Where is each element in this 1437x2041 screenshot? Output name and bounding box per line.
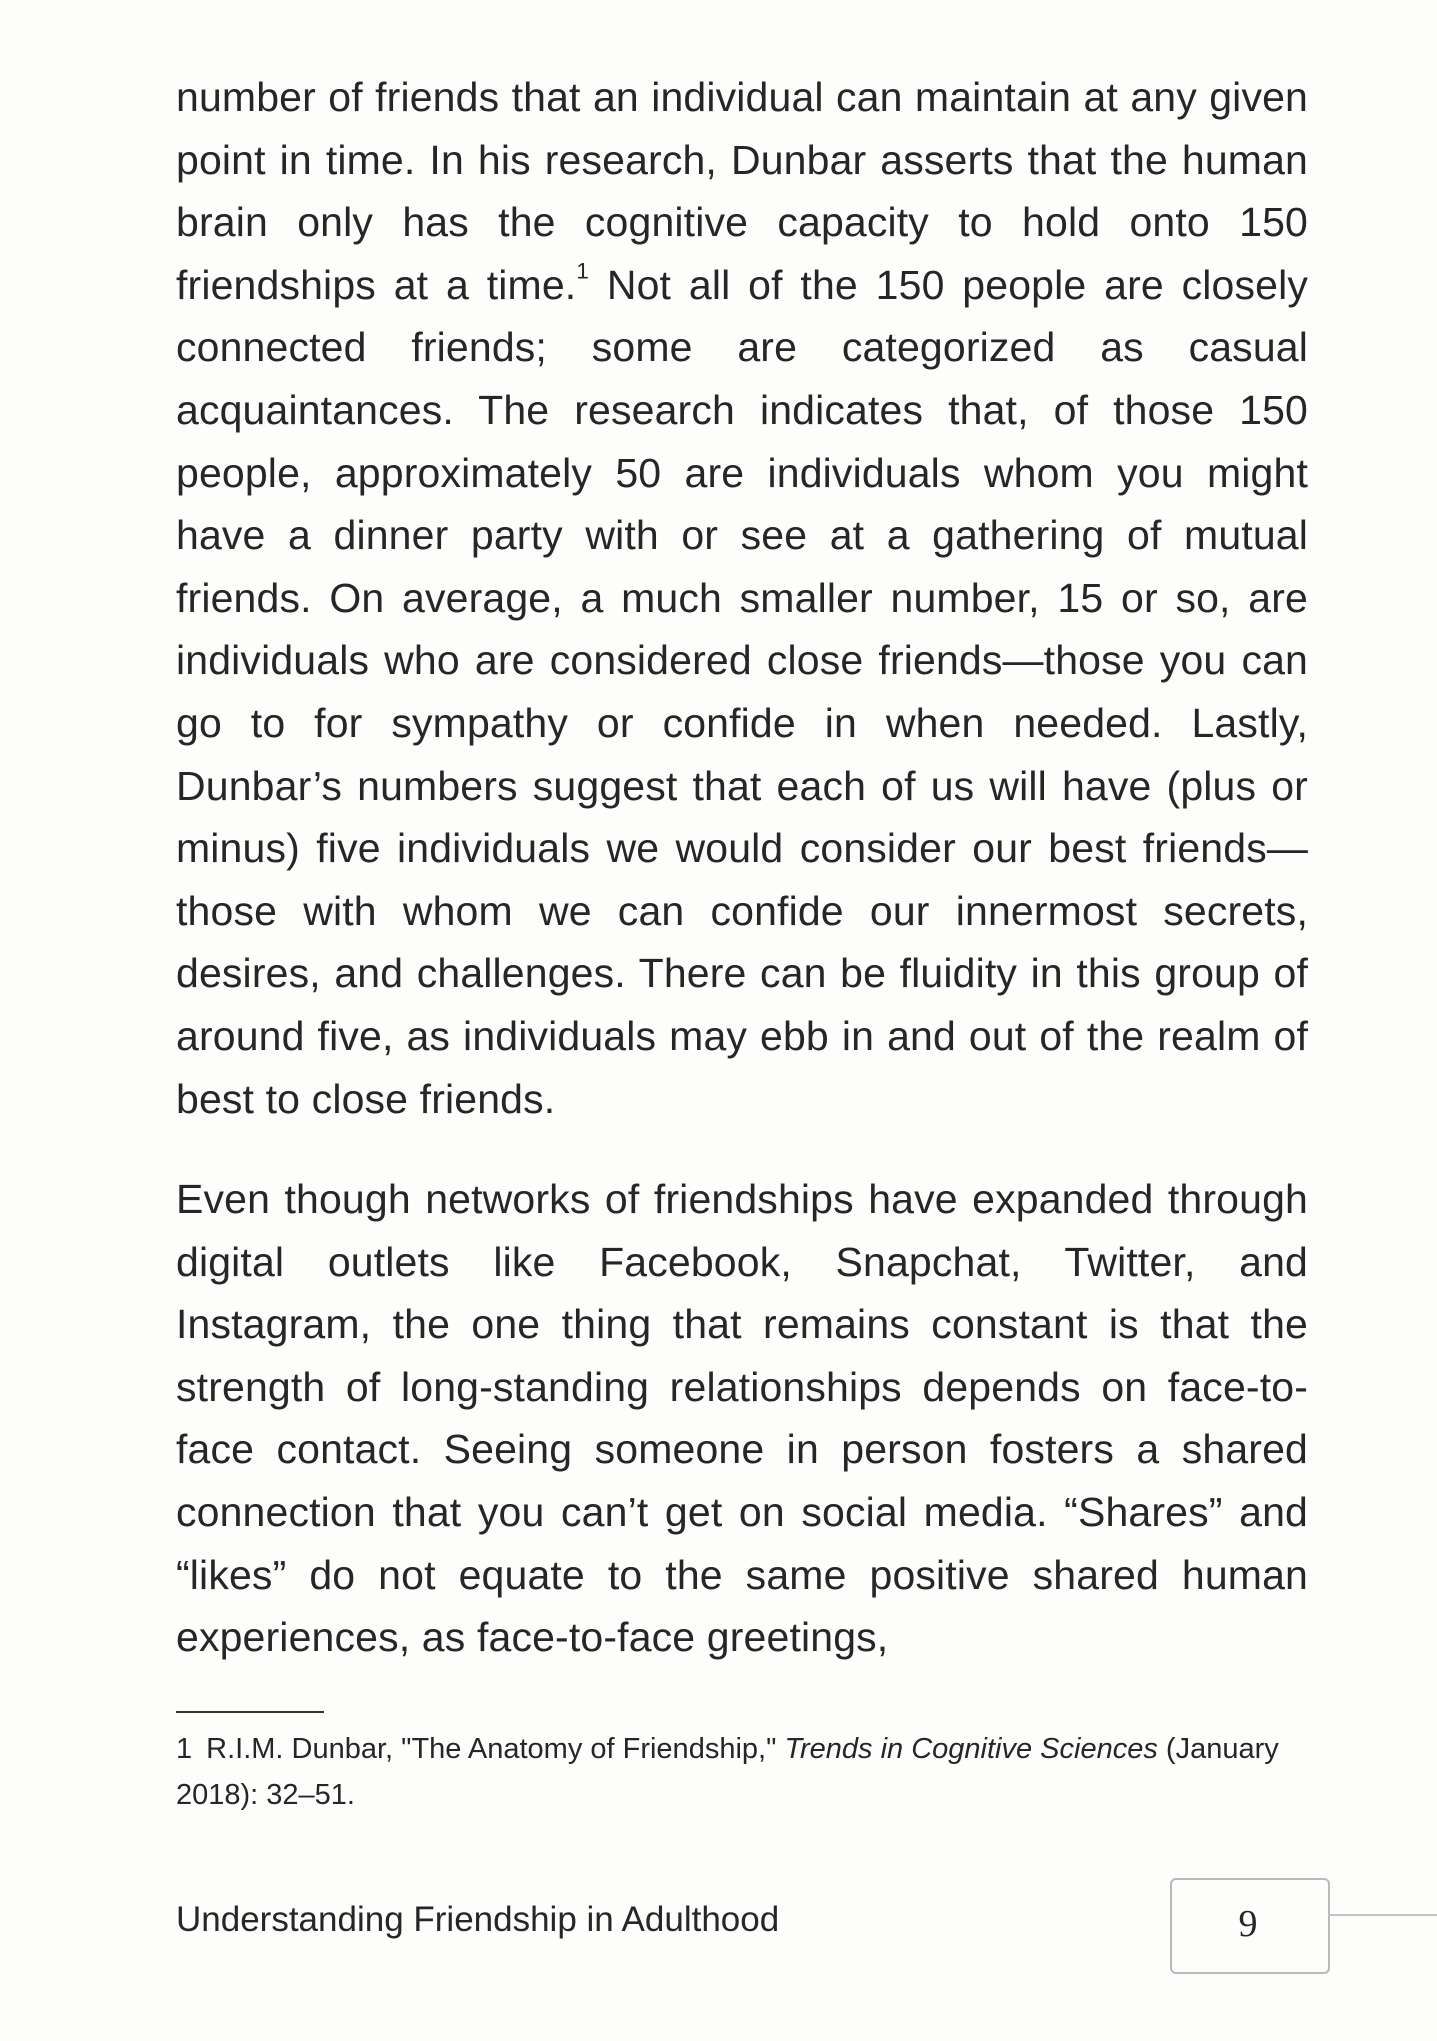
footnote-reference[interactable]: 1 — [576, 258, 590, 284]
footnote-citation: R.I.M. Dunbar, "The Anatomy of Friendship," — [206, 1733, 785, 1765]
paragraph-2-text: Even though networks of friendships have expanded through digital outlets like Facebook, Snapchat, Twitter, and Instagram, the one thing that remains constant is that the strength of long-standing relationships depends on face-to-face contact. Seeing someone in person fosters a shared connection that you can’t get on social media. “Shares” and “likes” do not equate to the same positive shared human experiences, as face-to-face greetings, — [176, 1176, 1308, 1661]
footnote — [176, 1726, 1308, 1818]
page-number: 9 — [1238, 1903, 1258, 1945]
footnote-divider — [176, 1711, 324, 1713]
footnote-journal: Trends in Cognitive Sciences — [784, 1733, 1158, 1765]
paragraph-1-text: number of friends that an individual can maintain at any given point in time. In his research, Dunbar asserts that the human brain only has the cognitive capacity to hold onto 150 friendships at a time. — [176, 74, 1308, 308]
footnote-date-pages: (January 2018): 32–51. — [176, 1733, 1279, 1811]
paragraph-1-continued: Not all of the 150 people are closely connected friends; some are categorized as casual acquaintances. The research indicates that, of those 150 people, approximately 50 are individuals whom you might have a dinner party with or see at a gathering of mutual friends. On average, a much smaller number, 15 or so, are individuals who are considered close friends—those you can go to for sympathy or confide in when needed. Lastly, Dunbar’s numbers suggest that each of us will have (plus or minus) five individuals we would consider our best friends—those with whom we can confide our innermost secrets, desires, and challenges. There can be fluidity in this group of around five, as individuals may ebb in and out of the realm of best to close friends. — [176, 261, 1308, 1122]
page-tab-line — [1328, 1914, 1437, 1916]
footnote-number: 1 — [176, 1733, 193, 1765]
running-head: Understanding Friendship in Adulthood — [176, 1900, 780, 1939]
body-paragraph-1 — [176, 66, 1308, 1130]
body-paragraph-2 — [176, 1168, 1308, 1669]
